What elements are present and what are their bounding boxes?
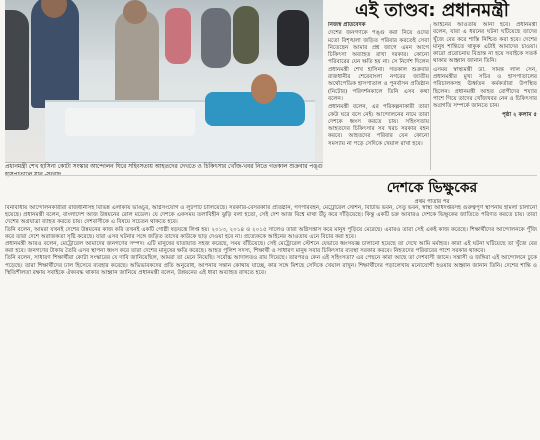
story1-byline: নিজস্ব প্রতিবেদক [328, 22, 366, 28]
section-divider [5, 175, 537, 176]
story1-paragraph: এসময় স্বাস্থ্যমন্ত্রী ডা. সামন্ত লাল সেন, প্রধানমন্ত্রীর মুখ্য সচিব ও হাসপাতালের পরিচালকসহ ঊর্ধ্বতন কর্মকর্তারা উপস্থিত ছিলেন। প্রধানমন্ত্রী আহত রোগীদের শয্যার পাশে গিয়ে তাদের খোঁজখবর নেন ও চিকিৎসার অগ্রগতি সম্পর্কে জানতে চান। [433, 66, 537, 110]
story1-paragraph: আইনের আওতায় আনা হবে। প্রধানমন্ত্রী বলেন, যারা এ ধরনের ঘটনা ঘটিয়েছে তাদের খুঁজে বের করে শাস্তি নিশ্চিত করা হবে। দেশের মানুষ শান্তিতে থাকুক এটাই আমাদের চাওয়া। কারো প্ররোচনায় বিভ্রান্ত না হয়ে সবাইকে সতর্ক থাকার আহ্বান জানান তিনি। [433, 22, 537, 65]
news-photo [5, 0, 323, 163]
story2-paragraph: তিনি বলেন, সাধারণ শিক্ষার্থীরা কোটা সংস্কারের যে দাবি জানিয়েছিল, আমরা তা মেনে নিয়েছি। সর্বোচ্চ আদালতও রায় দিয়েছে। তারপরও কেন এই সহিংসতা? এর পেছনে কারা আছে তা দেশবাসী জানে। সন্ত্রাসী ও জঙ্গিরা এই আন্দোলনে ঢুকে পড়েছে। তারা শিক্ষার্থীদের ঢাল হিসেবে ব্যবহার করেছে। অভিভাবকদের প্রতি অনুরোধ, আপনার সন্তান কোথায় যাচ্ছে, কার সঙ্গে মিশছে সেদিকে খেয়াল রাখুন। শিক্ষার্থীদের পড়ালেখায় মনোযোগী হওয়ার আহ্বান জানান তিনি। দেশের শান্তি ও স্থিতিশীলতা রক্ষায় সবাইকে ঐক্যবদ্ধ থাকার আহ্বান জানিয়ে প্রধানমন্ত্রী বলেন, উন্নয়নের এই ধারা অব্যাহত রাখতে হবে। [5, 255, 537, 276]
story2-title: দেশকে ভিক্ষুকের [386, 180, 478, 196]
story2-paragraph: তিনি বলেন, আমরা যখনই দেশের উন্নয়নের কাজ করি তখনই একটি গোষ্ঠী ষড়যন্ত্রে লিপ্ত হয়। ২০১৩, ২০১৪ ও ২০১৫ সালেও তারা অগ্নিসন্ত্রাস করে মানুষ পুড়িয়ে মেরেছে। এবারও তারা সেই একই কাজ করেছে। শিক্ষার্থীদের আন্দোলনকে পুঁজি করে তারা দেশে অরাজকতা সৃষ্টি করেছে। যারা এসব ঘটনার সঙ্গে জড়িত তাদের কাউকে ছাড় দেওয়া হবে না। প্রত্যেককে আইনের আওতায় এনে বিচার করা হবে। [5, 226, 537, 240]
headline: এই তাণ্ডব: প্রধানমন্ত্রী [355, 0, 509, 21]
story1-paragraph: প্রধানমন্ত্রী বলেন, এর পরিকল্পনাকারী তারা কেউ ঘরে বসে নেই। আন্দোলনের নামে তারা দেশকে ধ্বংস করতে চায়। সহিংসতায় আহতদের চিকিৎসার সব খরচ সরকার বহন করবে। আহতদের পরিবার যেন কোনো সমস্যায় না পড়ে সেদিকে খেয়াল রাখা হবে। [328, 104, 429, 147]
story1-jump: পৃষ্ঠা ২ কলাম ৫ [502, 111, 537, 118]
story2-paragraph: বিনাবাধায় আন্দোলনকারীরা রাজধানীসহ বিভিন্ন এলাকায় ভাঙচুর, অগ্নিসংযোগ ও লুটপাট চালিয়েছে। সরকারি-বেসরকারি প্রতিষ্ঠান, গণপরিবহন, মেট্রোরেল স্টেশন, বিটিভি ভবন, সেতু ভবন, স্বাস্থ্য অধিদপ্তরসহ গুরুত্বপূর্ণ স্থাপনায় হামলা চালানো হয়েছে। প্রধানমন্ত্রী বলেন, বাংলাদেশ আজ উন্নয়নের রোল মডেল। যে দেশকে একসময় তলাবিহীন ঝুড়ি বলা হতো, সেই দেশ আজ বিশ্বে মাথা উঁচু করে দাঁড়িয়েছে। কিন্তু একটি চক্র আবারও দেশকে ভিক্ষুকের জাতিতে পরিণত করতে চায়। তারা দেশের অগ্রযাত্রা ব্যাহত করতে চায়। দেশবাসীকে এ বিষয়ে সচেতন থাকতে হবে। [5, 205, 537, 226]
story2-body [5, 205, 537, 440]
column-divider [430, 24, 431, 170]
story1-column-b [433, 22, 537, 172]
story1-column-a [328, 22, 429, 172]
story2-byline: প্রথম পাতার পর [414, 199, 450, 205]
story2-paragraph: প্রধানমন্ত্রী আরও বলেন, মেট্রোরেল আমাদের জনগণের সম্পদ। এটি মানুষের যাতায়াত সহজ করেছে, সময় বাঁচিয়েছে। সেই মেট্রোরেল স্টেশনে যেভাবে ধ্বংসযজ্ঞ চালানো হয়েছে তা দেখে আমি মর্মাহত। কারা এই ঘটনা ঘটিয়েছে তা খুঁজে বের করা হবে। জনগণের টাকায় তৈরি এসব স্থাপনা ধ্বংস করে তারা দেশের মানুষের ক্ষতি করেছে। আহত পুলিশ সদস্য, শিক্ষার্থী ও সাধারণ মানুষ সবার চিকিৎসার ব্যবস্থা সরকার করবে। নিহতদের পরিবারের পাশে সরকার থাকবে। [5, 241, 537, 255]
story1-paragraph: দেশের জনগণকে পঙ্গু করা নিয়ে ওদের মতো বিশৃঙ্খলা জড়িত পরিবার করতেই সেবা নিতেছেন আমার প্রশ্ন জাগে এমন আগে চিকিৎসা অব্যাহত রাখা দরকার। কোনো পরিবারের যেন ক্ষতি হয় না। সে নির্দেশ দিলেন প্রধানমন্ত্রী শেখ হাসিনা। গতকাল শুক্রবার রাজধানীর শেরেবাংলা নগরের জাতীয় অর্থোপেডিক হাসপাতাল ও পুনর্বাসন প্রতিষ্ঠান (নিটোর) পরিদর্শনকালে তিনি এসব কথা বলেন। [328, 30, 429, 102]
photo-caption: প্রধানমন্ত্রী শেখ হাসিনা কোটা সংস্কার আন্দোলন ঘিরে সহিংসতায় আহতদের দেখতে ও চিকিৎসার খোঁজ-খবর নিতে গতকাল শুক্রবার পঙ্গু [5, 163, 323, 170]
